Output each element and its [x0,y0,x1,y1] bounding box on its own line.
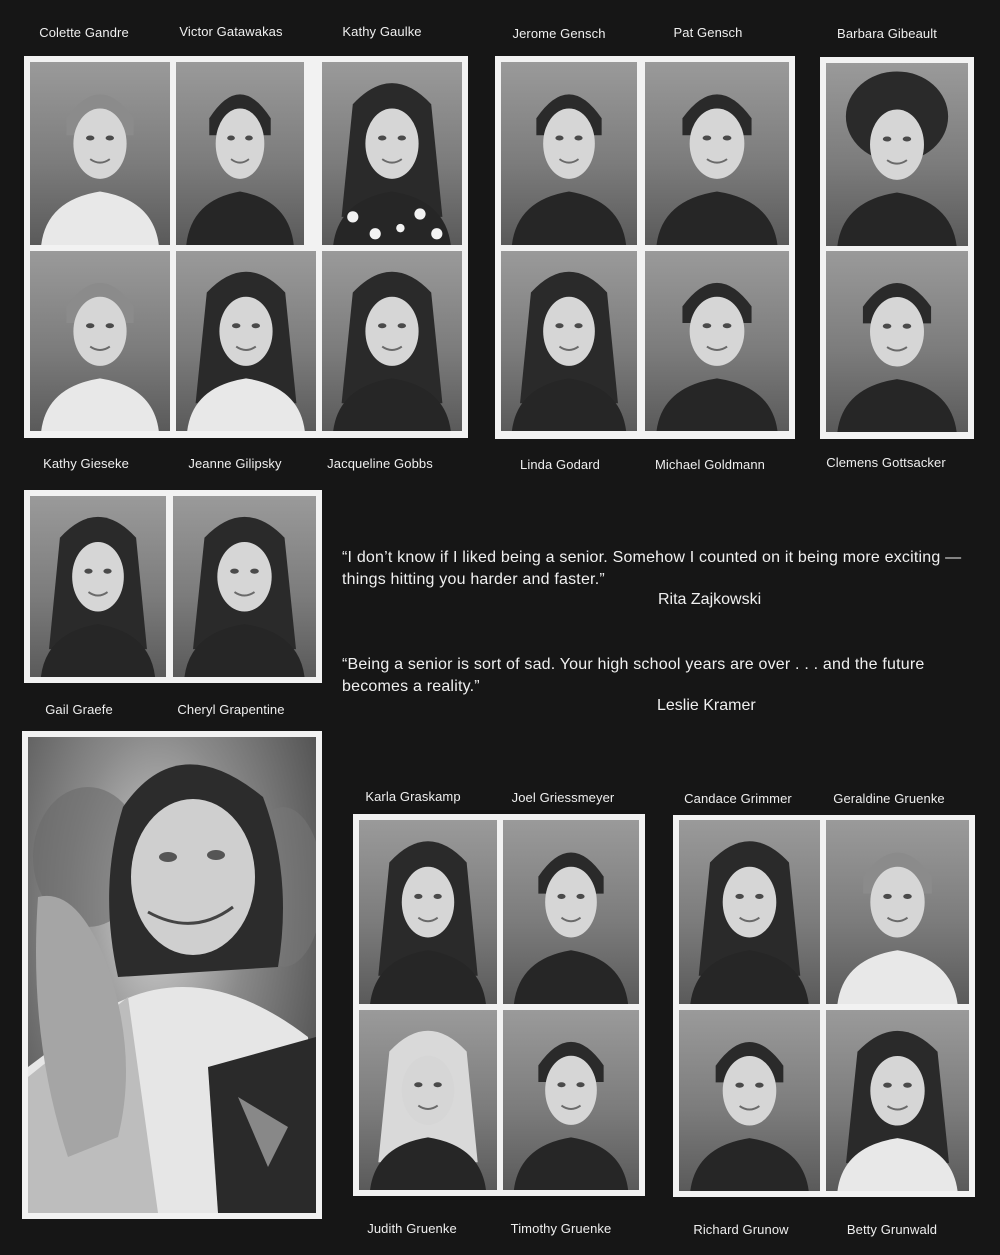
portrait-photo [322,62,462,245]
portrait-photo [679,820,820,1004]
portrait-photo [501,62,637,245]
portrait-photo [503,1010,639,1190]
portrait-photo [645,62,789,245]
portrait-photo [30,62,170,245]
portrait-photo [322,251,462,431]
portrait-name: Karla Graskamp [365,789,461,804]
portrait-photo [173,496,316,677]
portrait-photo [826,251,968,432]
portrait-name: Gail Graefe [45,702,113,717]
portrait-name: Judith Gruenke [367,1221,457,1236]
portrait-name: Cheryl Grapentine [177,702,285,717]
portrait-name: Candace Grimmer [684,791,792,806]
portrait-photo [30,496,166,677]
portrait-name: Michael Goldmann [655,457,765,472]
portrait-photo [501,251,637,431]
portrait-photo [359,1010,497,1190]
portrait-name: Richard Grunow [693,1222,789,1237]
portrait-photo [826,820,969,1004]
portrait-photo [826,63,968,246]
quote-author: Leslie Kramer [657,697,756,714]
portrait-name: Kathy Gaulke [342,24,422,39]
quote-author: Rita Zajkowski [658,591,762,608]
portrait-name: Linda Godard [520,457,600,472]
portrait-photo [176,251,316,431]
portrait-name: Jerome Gensch [512,26,606,41]
candid-photo-frame [22,731,322,1219]
senior-quote: “Being a senior is sort of sad. Your high school years are over . . . and the future becomes a reality.” [342,656,925,695]
portrait-name: Kathy Gieseke [43,456,129,471]
portrait-name: Geraldine Gruenke [833,791,945,806]
portrait-photo [30,251,170,431]
portrait-name: Jeanne Gilipsky [188,456,282,471]
portrait-name: Colette Gandre [39,25,129,40]
portrait-name: Victor Gatawakas [179,24,283,39]
portrait-photo [359,820,497,1004]
portrait-name: Betty Grunwald [846,1222,938,1237]
portrait-name: Joel Griessmeyer [511,790,615,805]
portrait-photo [645,251,789,431]
portrait-photo [826,1010,969,1191]
portrait-name: Timothy Gruenke [510,1221,612,1236]
senior-quote: “I don’t know if I liked being a senior. Somehow I counted on it being more exciting — things hitting you harder and faster.” [342,549,962,588]
portrait-photo [503,820,639,1004]
portrait-name: Clemens Gottsacker [826,455,946,470]
portrait-photo [679,1010,820,1191]
portrait-name: Jacqueline Gobbs [327,456,433,471]
portrait-photo [176,62,304,245]
portrait-name: Pat Gensch [673,25,743,40]
portrait-name: Barbara Gibeault [837,26,937,41]
candid-photo [28,737,316,1213]
